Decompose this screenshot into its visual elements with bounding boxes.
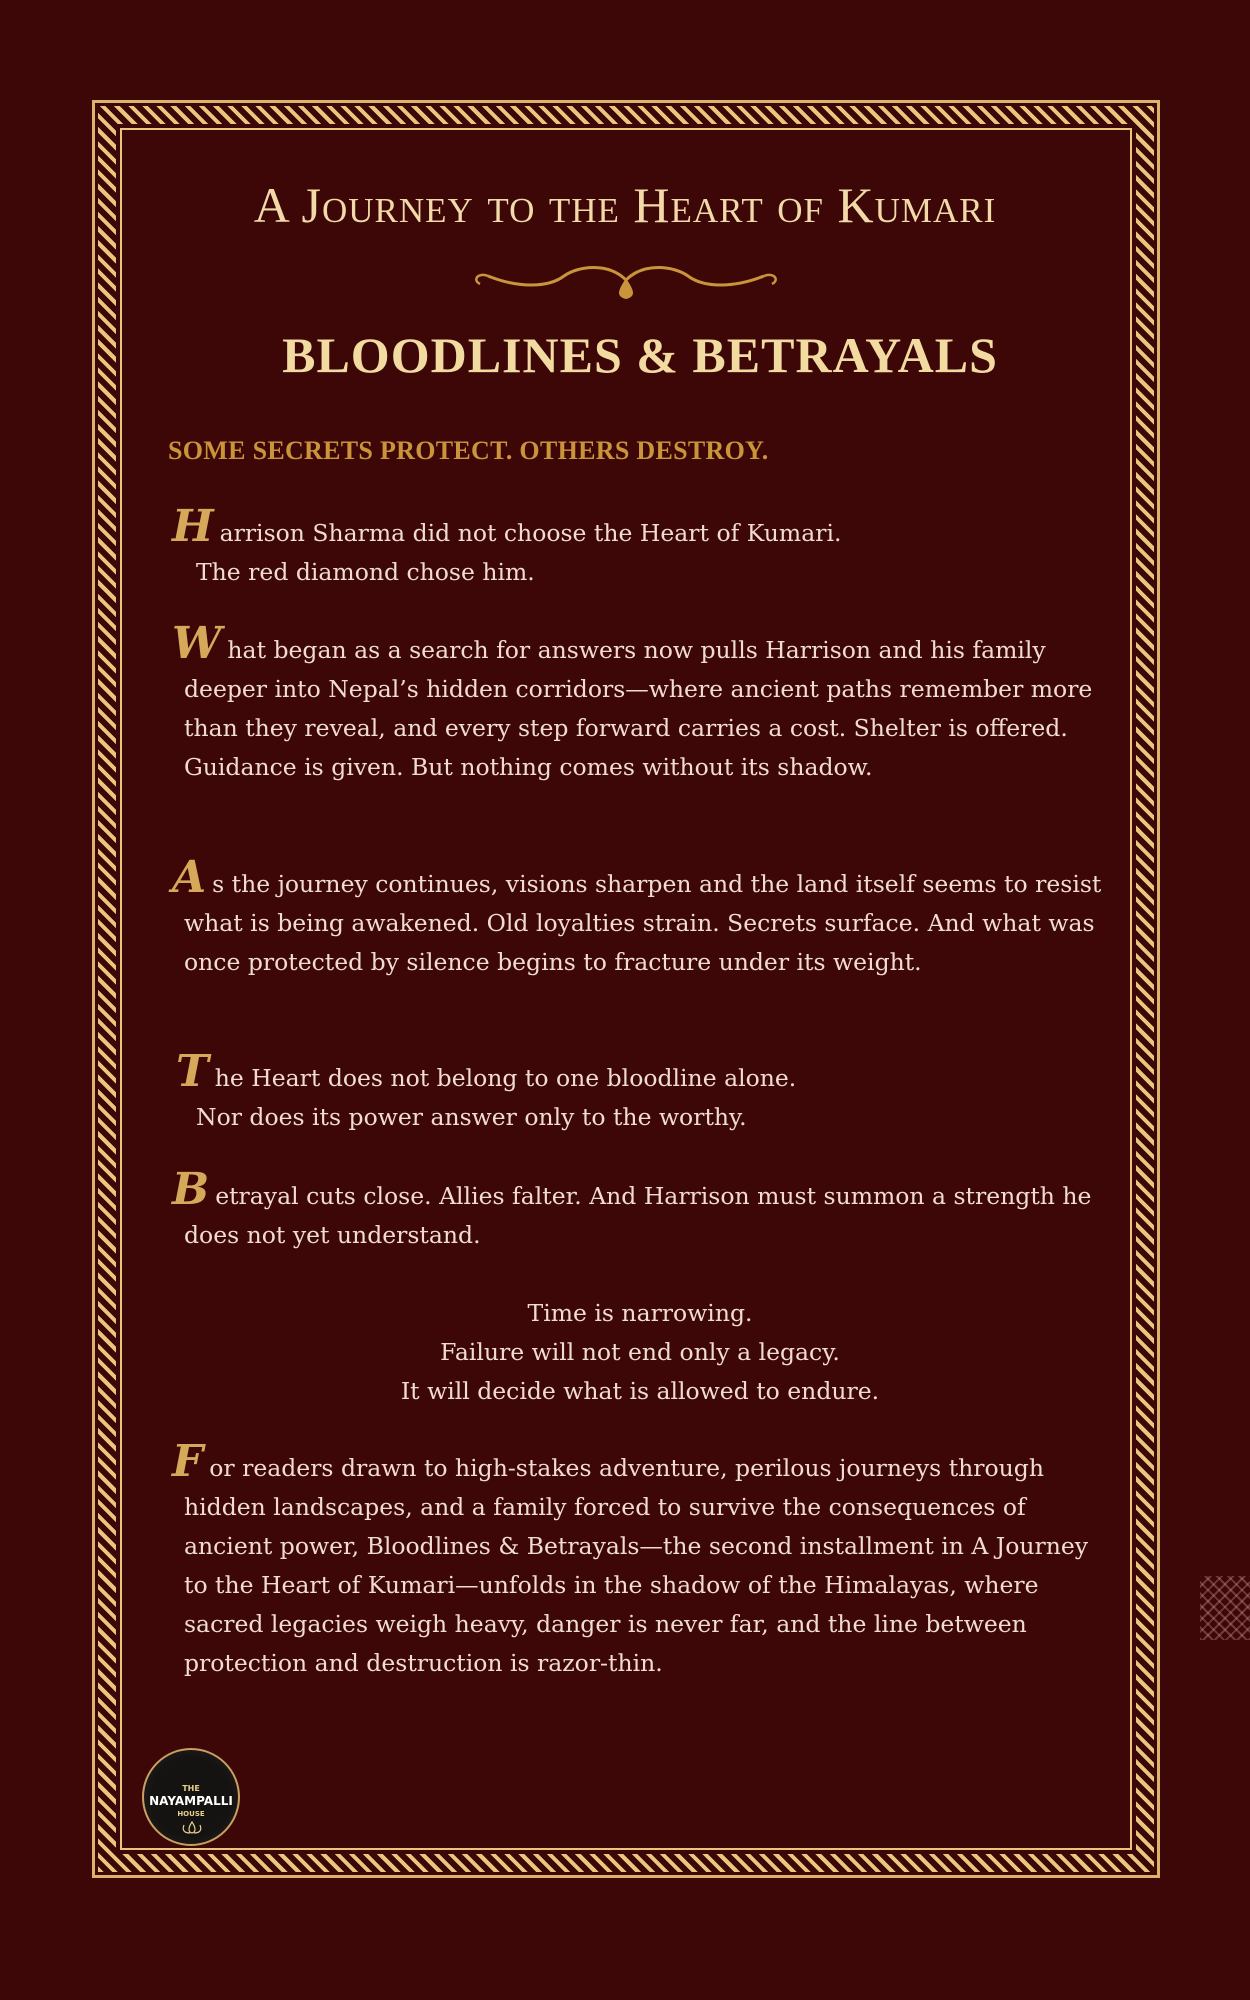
tagline: SOME SECRETS PROTECT. OTHERS DESTROY. bbox=[168, 436, 769, 465]
logo-top-text: THE bbox=[182, 1784, 200, 1793]
paragraph-1 bbox=[172, 501, 1072, 592]
book-title: BLOODLINES & BETRAYALS bbox=[282, 327, 998, 383]
lotus-icon bbox=[174, 1820, 210, 1834]
drop-cap: H bbox=[172, 501, 214, 552]
logo-bottom-text: HOUSE bbox=[177, 1810, 205, 1818]
logo-name: NAYAMPALLI bbox=[149, 1794, 233, 1808]
series-title: A Journey to the Heart of Kumari bbox=[253, 177, 997, 233]
paragraph-5-text: etrayal cuts close. Allies falter. And Harrison must summon a strength he does not yet understand. bbox=[184, 1182, 1092, 1249]
paragraph-5 bbox=[172, 1164, 1104, 1255]
paragraph-2 bbox=[172, 618, 1104, 787]
paragraph-6 bbox=[172, 1436, 1104, 1683]
paragraph-4-line-1: he Heart does not belong to one bloodline alone. bbox=[214, 1064, 797, 1092]
publisher-logo bbox=[142, 1748, 240, 1846]
flourish-divider bbox=[468, 258, 784, 302]
drop-cap: F bbox=[172, 1436, 204, 1487]
centered-verse bbox=[150, 1294, 1130, 1411]
paragraph-1-line-1: arrison Sharma did not choose the Heart of Kumari. bbox=[219, 519, 842, 547]
paragraph-4-line-2: Nor does its power answer only to the worthy. bbox=[196, 1103, 747, 1131]
paragraph-1-line-2: The red diamond chose him. bbox=[196, 558, 535, 586]
drop-cap: T bbox=[176, 1046, 209, 1097]
paragraph-4 bbox=[176, 1046, 1076, 1137]
paragraph-3-text: s the journey continues, visions sharpen and the land itself seems to resist what is being awakened. Old loyalties strain. Secrets surface. And what was once protected by silence begins to fracture under its weight. bbox=[184, 870, 1102, 976]
drop-cap: A bbox=[172, 852, 207, 903]
lattice-decoration bbox=[1200, 1576, 1250, 1640]
paragraph-3 bbox=[172, 852, 1104, 982]
verse-line-2: Failure will not end only a legacy. bbox=[440, 1338, 840, 1366]
verse-line-1: Time is narrowing. bbox=[527, 1299, 753, 1327]
paragraph-2-text: hat began as a search for answers now pulls Harrison and his family deeper into Nepal’s hidden corridors—where ancient paths remember more than they reveal, and every step forward carries a cost. Shelter is offered. Guidance is given. But nothing comes without its shadow. bbox=[184, 636, 1093, 781]
verse-line-3: It will decide what is allowed to endure. bbox=[400, 1377, 880, 1405]
paragraph-6-text: or readers drawn to high-stakes adventure, perilous journeys through hidden landscapes, and a family forced to survive the consequences of ancient power, Bloodlines & Betrayals—the second installment in A Journey to the Heart of Kumari—unfolds in the shadow of the Himalayas, where sacred legacies weigh heavy, danger is never far, and the line between protection and destruction is razor-thin. bbox=[184, 1454, 1089, 1677]
drop-cap: B bbox=[172, 1164, 210, 1215]
drop-cap: W bbox=[172, 618, 222, 669]
